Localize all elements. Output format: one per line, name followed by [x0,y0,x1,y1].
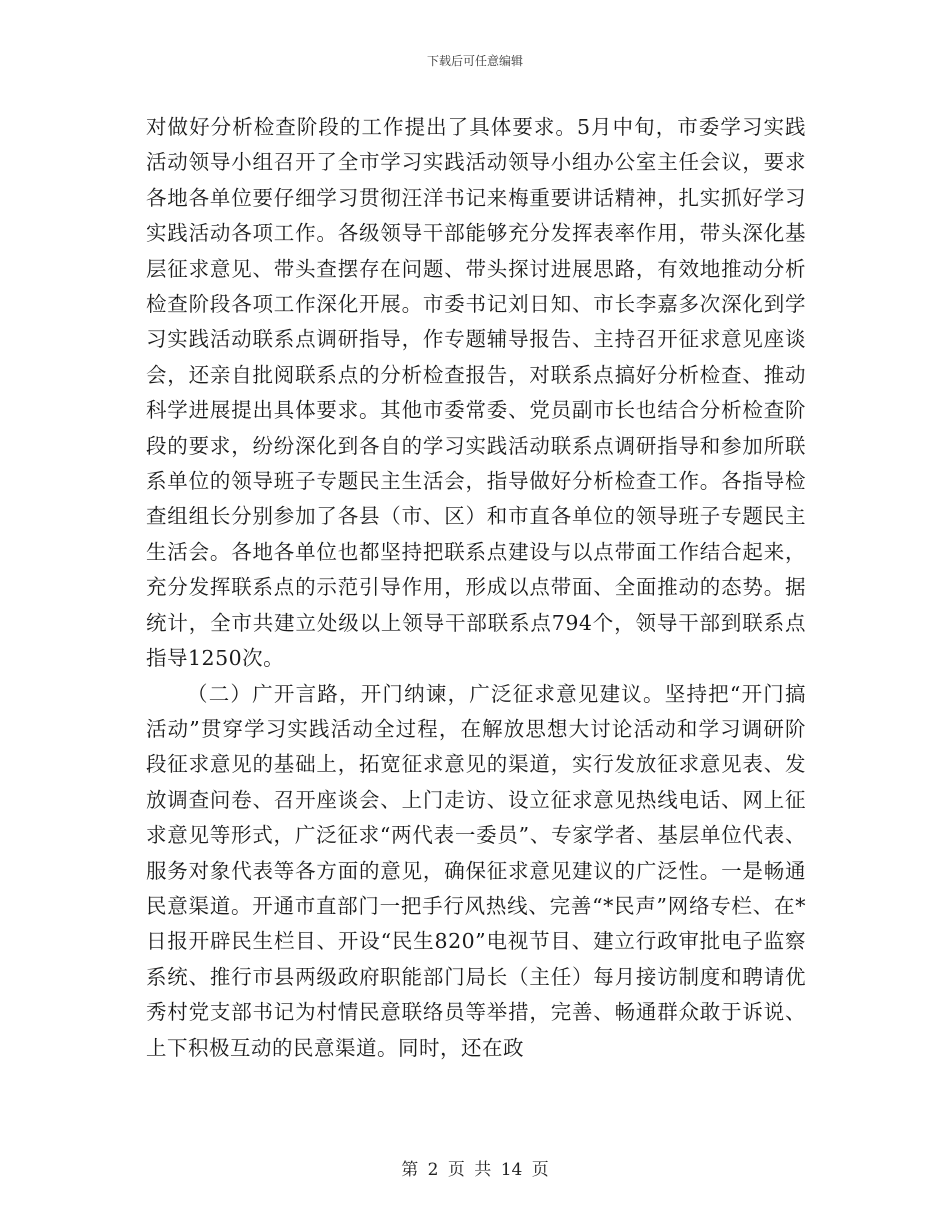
paragraph-1: 对做好分析检查阶段的工作提出了具体要求。5月中旬，市委学习实践活动领导小组召开了全市学习实践活动领导小组办公室主任会议，要求各地各单位要仔细学习贯彻汪洋书记来梅重要讲话精神，扎实抓好学习实践活动各项工作。各级领导干部能够充分发挥表率作用，带头深化基层征求意见、带头查摆存在问题、带头探讨进展思路，有效地推动分析检查阶段各项工作深化开展。市委书记刘日知、市长李嘉多次深化到学习实践活动联系点调研指导，作专题辅导报告、主持召开征求意见座谈会，还亲自批阅联系点的分析检查报告，对联系点搞好分析检查、推动科学进展提出具体要求。其他市委常委、党员副市长也结合分析检查阶段的要求，纷纷深化到各自的学习实践活动联系点调研指导和参加所联系单位的领导班子专题民主生活会，指导做好分析检查工作。各指导检查组组长分别参加了各县（市、区）和市直各单位的领导班子专题民主生活会。各地各单位也都坚持把联系点建设与以点带面工作结合起来，充分发挥联系点的示范引导作用，形成以点带面、全面推动的态势。据统计，全市共建立处级以上领导干部联系点794个，领导干部到联系点指导1250次。 [146,115,806,671]
page-number: 第 2 页 共 14 页 [401,1160,549,1180]
paragraph-2: （二）广开言路，开门纳谏，广泛征求意见建议。坚持把“开门搞活动”贯穿学习实践活动全过程，在解放思想大讨论活动和学习调研阶段征求意见的基础上，拓宽征求意见的渠道，实行发放征求意见表、发放调查问卷、召开座谈会、上门走访、设立征求意见热线电话、网上征求意见等形式，广泛征求“两代表一委员”、专家学者、基层单位代表、服务对象代表等各方面的意见，确保征求意见建议的广泛性。一是畅通民意渠道。开通市直部门一把手行风热线、完善“*民声”网络专栏、在*日报开辟民生栏目、开设“民生820”电视节目、建立行政审批电子监察系统、推行市县两级政府职能部门局长（主任）每月接访制度和聘请优秀村党支部书记为村情民意联络员等举措，完善、畅通群众敢于诉说、上下积极互动的民意渠道。同时，还在政 [146,681,806,1060]
page-header-note: 下载后可任意编辑 [426,54,523,68]
document-body [146,110,806,1066]
